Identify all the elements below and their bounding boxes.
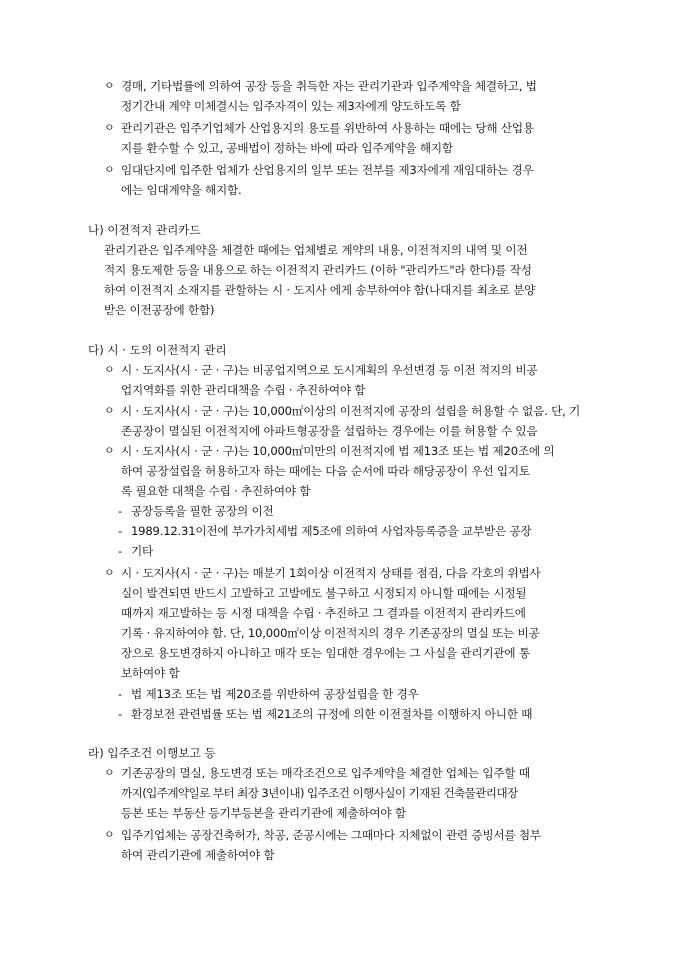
section-heading: 라) 입주조건 이행보고 등 — [88, 746, 216, 760]
text-line: 경매, 기타법률에 의하여 공장 등을 취득한 자는 관리기관과 입주계약을 체결하고, 법 — [121, 79, 537, 93]
bullet-marker: ㅇ — [104, 79, 115, 92]
dash-item: 환경보전 관련법률 또는 법 제21조의 규정에 의한 이전절차를 이행하지 아니한 때 — [131, 707, 533, 721]
dash-marker: - — [118, 687, 123, 701]
text-line: 실이 발견되면 반드시 고발하고 고발에도 불구하고 시정되지 아니할 때에는 시정될 — [121, 586, 527, 600]
dash-item: 법 제13조 또는 법 제20조를 위반하여 공장설립을 한 경우 — [131, 687, 419, 701]
text-line: 에는 임대계약을 해지함. — [121, 183, 242, 197]
text-line: 업지역화를 위한 관리대책을 수립 · 추진하여야 함 — [121, 383, 366, 397]
section-heading: 나) 이전적지 관리카드 — [88, 223, 201, 237]
bullet-marker: ㅇ — [104, 766, 115, 779]
text-line: 입주기업체는 공장건축허가, 착공, 준공시에는 그때마다 지체없이 관련 증빙서를 첨부 — [121, 828, 541, 842]
text-line: 지를 환수할 수 있고, 공배법이 정하는 바에 따라 입주계약을 해지함 — [121, 141, 453, 155]
bullet-marker: ㅇ — [104, 404, 115, 417]
bullet-marker: ㅇ — [104, 444, 115, 457]
text-line: 기존공장의 멸실, 용도변경 또는 매각조건으로 입주계약을 체결한 업체는 입주할 때 — [121, 766, 530, 780]
text-line: 보하여야 함 — [121, 666, 180, 680]
text-line: 정기간내 계약 미체결시는 입주자격이 있는 제3자에게 양도하도록 함 — [121, 99, 461, 113]
text-line: 장으로 용도변경하지 아니하고 매각 또는 임대한 경우에는 그 사실을 관리기관에 통 — [121, 646, 530, 660]
text-line: 적지 용도제한 등을 내용으로 하는 이전적지 관리카드 (이하 "관리카드"라 한다)를 작성 — [104, 263, 532, 277]
text-line: 존공장이 멸실된 이전적지에 아파트형공장을 설립하는 경우에는 이를 허용할 수 있음 — [121, 424, 538, 438]
text-line: 하여 공장설립을 허용하고자 하는 때에는 다음 순서에 따라 해당공장이 우선 입지토 — [121, 464, 530, 478]
text-line: 하여 이전적지 소재지를 관할하는 시 · 도지사 에게 송부하여야 함(나대지를 최초로 분양 — [104, 283, 536, 297]
text-line: 시 · 도지사(시 · 군 · 구)는 10,000㎡이상의 이전적지에 공장의 설립을 허용할 수 없음. 단, 기 — [121, 404, 581, 418]
text-line: 시 · 도지사(시 · 군 · 구)는 비공업지역으로 도시계획의 우선변경 등 이전 적지의 비공 — [121, 363, 538, 377]
dash-marker: - — [118, 707, 123, 721]
text-line: 시 · 도지사(시 · 군 · 구)는 매분기 1회이상 이전적지 상태를 점검, 다음 각호의 위법사 — [121, 566, 541, 580]
bullet-marker: ㅇ — [104, 363, 115, 376]
dash-marker: - — [118, 524, 123, 538]
dash-marker: - — [118, 544, 123, 558]
bullet-marker: ㅇ — [104, 121, 115, 134]
dash-item: 기타 — [131, 544, 153, 558]
text-line: 관리기관은 입주계약을 체결한 때에는 업체별로 계약의 내용, 이전적지의 내역 및 이전 — [104, 243, 528, 257]
text-line: 등본 또는 부동산 등기부등본을 관리기관에 제출하여야 함 — [121, 806, 406, 820]
dash-item: 1989.12.31이전에 부가가치세법 제5조에 의하여 사업자등록증을 교부받은 공장 — [131, 524, 532, 538]
section-heading: 다) 시 · 도의 이전적지 관리 — [88, 343, 227, 357]
text-line: 하여 관리기관에 제출하여야 함 — [121, 848, 275, 862]
text-line: 받은 이전공장에 한함) — [104, 303, 215, 317]
bullet-marker: ㅇ — [104, 828, 115, 841]
text-line: 기록 · 유지하여야 함. 단, 10,000㎡이상 이전적지의 경우 기존공장의 멸실 또는 비공 — [121, 626, 540, 640]
dash-item: 공장등록을 필한 공장의 이전 — [131, 504, 274, 518]
bullet-marker: ㅇ — [104, 163, 115, 176]
dash-marker: - — [118, 504, 123, 518]
text-line: 때까지 재고발하는 등 시정 대책을 수립 · 추진하고 그 결과를 이전적지 관리카드에 — [121, 606, 526, 620]
text-line: 관리기관은 입주기업체가 산업용지의 용도를 위반하여 사용하는 때에는 당해 산업용 — [121, 121, 534, 135]
text-line: 임대단지에 입주한 업체가 산업용지의 일부 또는 전부를 제3자에게 재임대하는 경우 — [121, 163, 534, 177]
text-line: 까지(입주계약일로 부터 최장 3년이내) 입주조건 이행사실이 기재된 건축물관리대장 — [121, 786, 518, 800]
bullet-marker: ㅇ — [104, 566, 115, 579]
text-line: 록 필요한 대책을 수립 · 추진하여야 함 — [121, 484, 311, 498]
text-line: 시 · 도지사(시 · 군 · 구)는 10,000㎡미만의 이전적지에 법 제13조 또는 법 제20조에 의 — [121, 444, 555, 458]
